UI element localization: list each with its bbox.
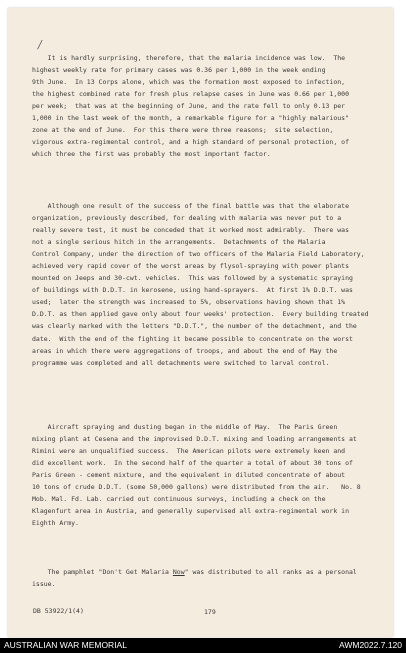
text-line: areas in which there were aggregations of troops, and about the end of May the: [32, 346, 338, 355]
text-line: 9th June. In 13 Corps alone, which was the formation most exposed to infection,: [32, 78, 346, 87]
text-line: Paris Green - cement mixture, and the equivalent in diluted concentrate of about: [32, 471, 346, 480]
pamphlet-text-line2: issue.: [32, 580, 56, 589]
text-line: per week; that was at the beginning of June, and the rate fell to only 0.13 per: [32, 102, 346, 111]
text-line: really severe test, it must be conceded that it worked most admirably. There was: [32, 226, 349, 235]
text-line: Control Company, under the direction of two officers of the Malaria Field Laboratory,: [32, 250, 365, 259]
text-line: mounted on Jeeps and 30-cwt. vehicles. This was followed by a systematic spraying: [32, 274, 353, 283]
text-line: Rimini were an unqualified success. The American pilots were extremely keen and: [32, 447, 346, 456]
text-line: mixing plant at Cesena and the improvised D.D.T. mixing and loading arrangements at: [32, 435, 357, 444]
text-line: Klagenfurt area in Austria, and generally supervised all extra-regimental work in: [32, 507, 349, 516]
pamphlet-text-end: " was distributed to all ranks as a personal: [184, 568, 357, 576]
document-reference: DB 53922/1(4): [33, 607, 84, 615]
text-line: the highest combined rate for fresh plus relapse cases in June was 0.66 per 1,000: [32, 90, 349, 99]
text-line: Although one result of the success of the final battle was that the elaborate: [32, 202, 349, 210]
text-line: which three the first was probably the most important factor.: [32, 150, 271, 159]
pamphlet-text-start: The pamphlet "Don't Get Malaria: [47, 568, 173, 576]
text-line: Mob. Mal. Fd. Lab. carried out continuous surveys, including a check on the: [32, 495, 326, 504]
text-line: used; later the strength was increased to 5%, observations having shown that 1%: [32, 298, 346, 307]
text-line: Eighth Army.: [32, 519, 79, 528]
text-line: did excellent work. In the second half of the quarter a total of about 30 tons of: [32, 459, 353, 468]
paragraph-pamphlet: [32, 566, 357, 590]
paragraph-malaria-control-organization: [32, 200, 369, 369]
text-line: not a single serious hitch in the arrangements. Detachments of the Malaria: [32, 238, 326, 247]
text-line: Aircraft spraying and dusting began in the middle of May. The Paris Green: [32, 423, 338, 431]
archive-caption-bar: [0, 638, 406, 653]
archive-name: AUSTRALIAN WAR MEMORIAL: [4, 640, 127, 650]
margin-pencil-mark: /: [38, 38, 42, 51]
text-line: D.D.T. as then applied gave only about four weeks' protection. Every building treated: [32, 310, 369, 319]
text-line: was clearly marked with the letters "D.D.T.", the number of the detachment, and the: [32, 322, 357, 331]
text-line: zone at the end of June. For this there were three reasons; site selection,: [32, 126, 334, 135]
paragraph-aircraft-spraying: [32, 421, 361, 529]
text-line: 1,000 in the last week of the month, a remarkable figure for a "highly malarious": [32, 114, 349, 123]
text-line: achieved very rapid cover of the worst areas by flysol-spraying with power plants: [32, 262, 349, 271]
text-line: highest weekly rate for primary cases was 0.36 per 1,000 in the week ending: [32, 66, 326, 75]
text-line: 10 tons of crude D.D.T. (some 50,000 gallons) were distributed from the air. No. 8: [32, 483, 361, 492]
text-line: organization, previously described, for dealing with malaria was never put to a: [32, 214, 342, 223]
text-line: date. With the end of the fighting it became possible to concentrate on the worst: [32, 334, 353, 343]
paragraph-malaria-incidence: [32, 52, 349, 160]
document-page: [8, 8, 393, 637]
text-line: It is hardly surprising, therefore, that the malaria incidence was low. The: [32, 54, 346, 62]
archive-item-id: AWM2022.7.120: [339, 640, 402, 650]
page-number: 179: [204, 608, 216, 616]
text-line: programme was completed and all detachments were switched to larval control.: [32, 358, 330, 367]
text-line: vigorous extra-regimental control, and a high standard of personal protection, of: [32, 138, 349, 147]
pamphlet-title-underlined: Now: [172, 568, 185, 576]
text-line: of buildings with D.D.T. in kerosene, using hand-sprayers. At first 1% D.D.T. was: [32, 286, 353, 295]
